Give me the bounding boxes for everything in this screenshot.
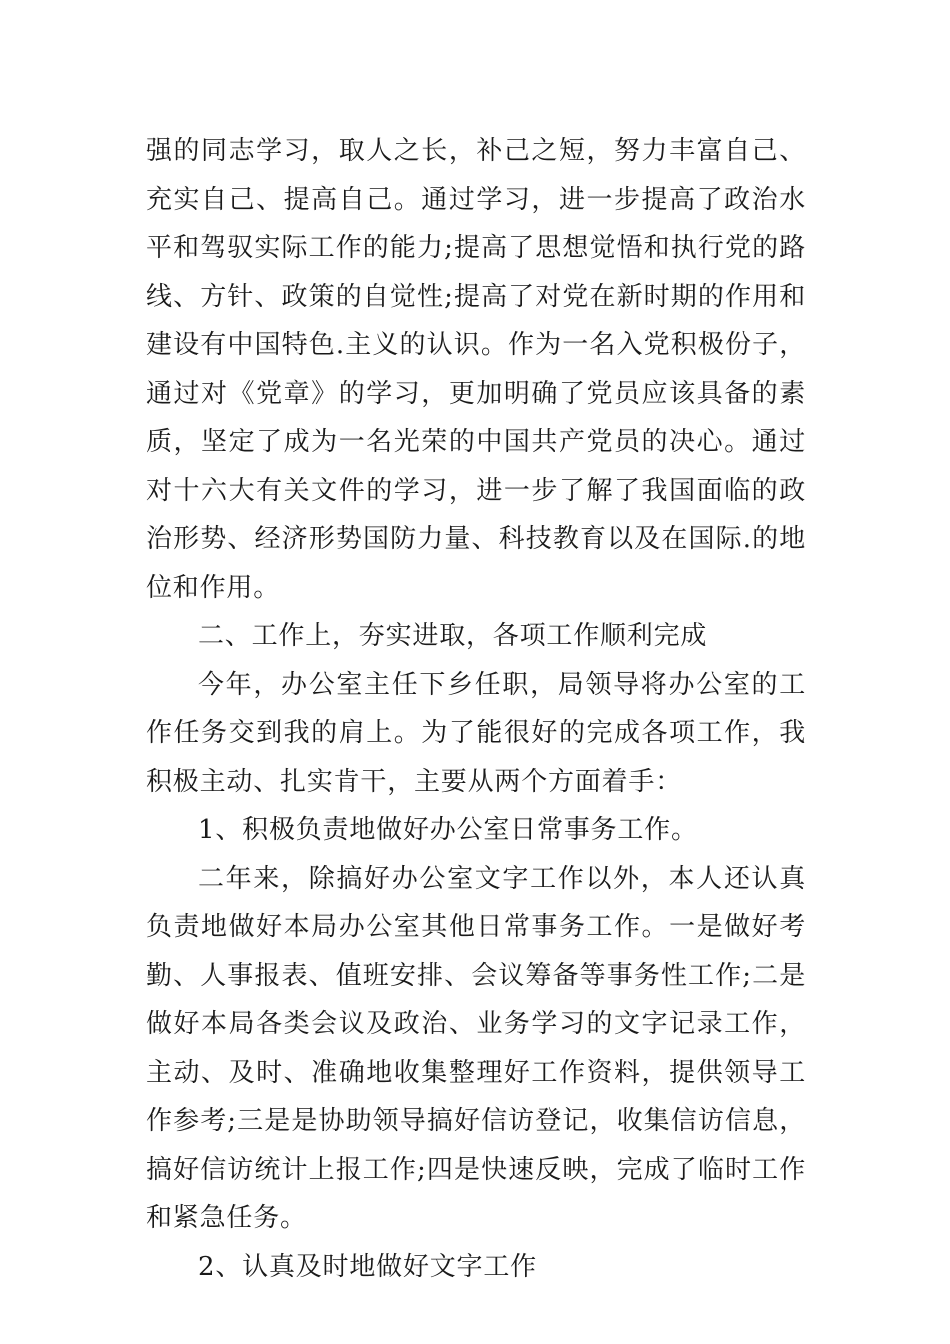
document-body	[146, 127, 806, 1291]
paragraph-daily-affairs: 二年来，除搞好办公室文字工作以外，本人还认真负责地做好本局办公室其他日常事务工作。一是做好考勤、人事报表、值班安排、会议筹备等事务性工作;二是做好本局各类会议及政治、业务学习的文字记录工作，主动、及时、准确地收集整理好工作资料，提供领导工作参考;三是是协助领导搞好信访登记，收集信访信息，搞好信访统计上报工作;四是快速反映，完成了临时工作和紧急任务。	[146, 863, 806, 1233]
subheading-daily-affairs: 1、积极负责地做好办公室日常事务工作。	[198, 815, 698, 845]
section-heading-work: 二、工作上，夯实进取，各项工作顺利完成	[198, 621, 708, 651]
subheading-writing-work: 2、认真及时地做好文字工作	[198, 1251, 537, 1282]
paragraph-work-intro: 今年，办公室主任下乡任职，局领导将办公室的工作任务交到我的肩上。为了能很好的完成各项工作，我积极主动、扎实肯干，主要从两个方面着手：	[146, 669, 806, 797]
paragraph-study-results: 强的同志学习，取人之长，补己之短，努力丰富自己、充实自己、提高自己。通过学习，进一步提高了政治水平和驾驭实际工作的能力;提高了思想觉悟和执行党的路线、方针、政策的自觉性;提高了对党在新时期的作用和建设有中国特色.主义的认识。作为一名入党积极份子，通过对《党章》的学习，更加明确了党员应该具备的素质，坚定了成为一名光荣的中国共产党员的决心。通过对十六大有关文件的学习，进一步了解了我国面临的政治形势、经济形势国防力量、科技教育以及在国际.的地位和作用。	[146, 136, 806, 603]
